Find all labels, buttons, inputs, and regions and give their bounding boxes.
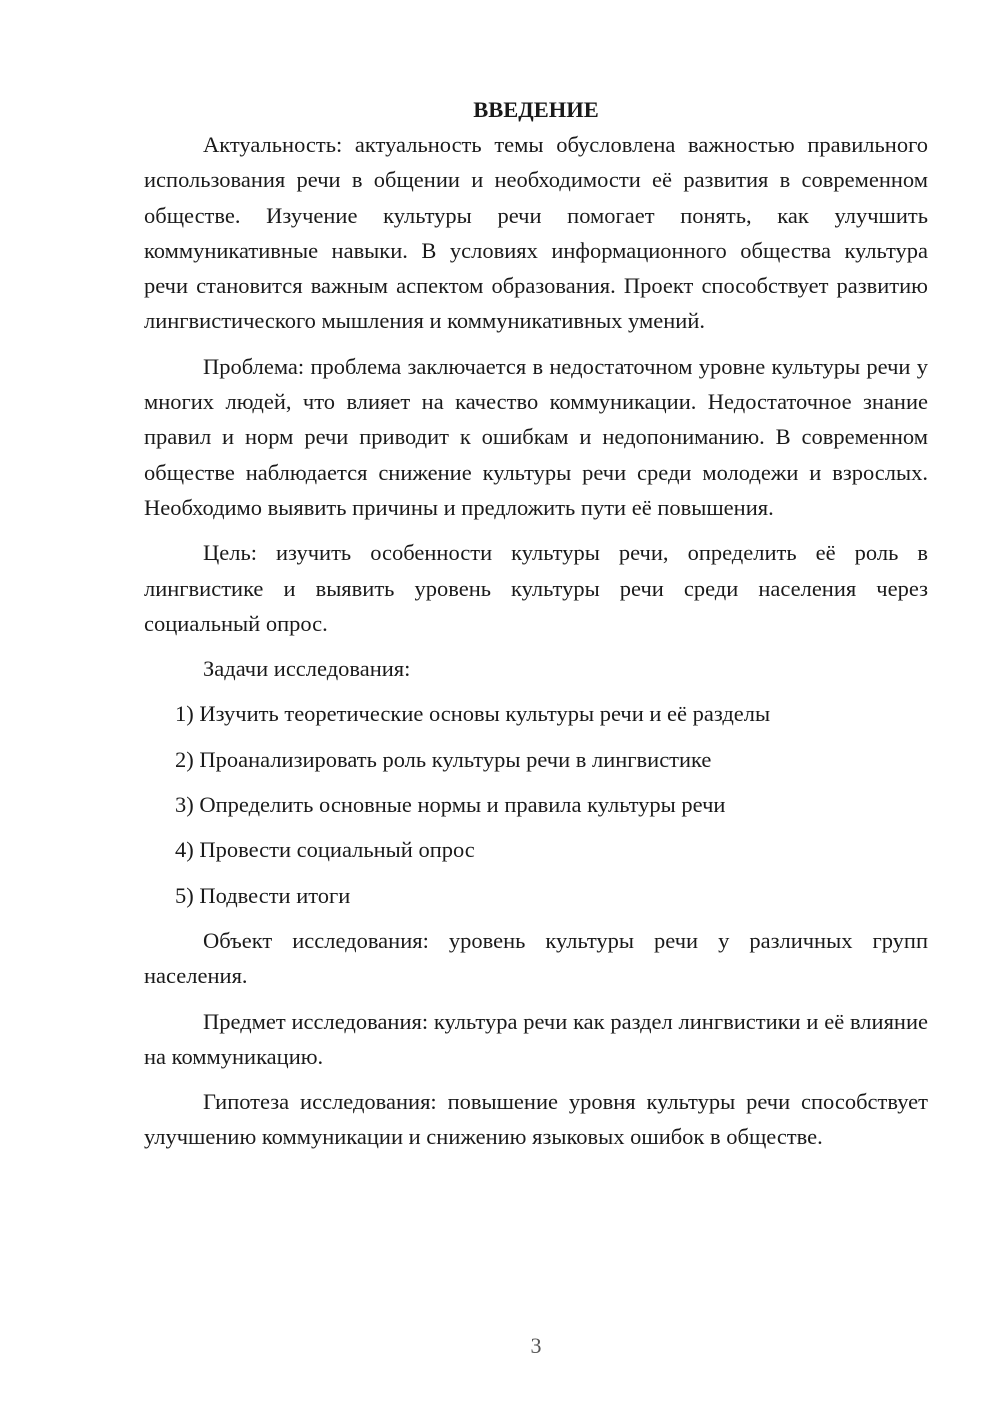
- list-item: 5) Подвести итоги: [175, 882, 351, 908]
- list-item: 1) Изучить теоретические основы культуры речи и её разделы: [175, 701, 771, 727]
- list-item: 4) Провести социальный опрос: [175, 837, 475, 863]
- paragraph-relevance: Актуальность: актуальность темы обусловлена важностью правильного использования речи в общении и необходимости её развития в современном обществе. Изучение культуры речи помогает понять, как улучшить коммуникативные навыки. В условиях информационного общества культура речи становится важным аспектом образования. Проект способствует развитию лингвистического мышления и коммуникативных умений.: [144, 132, 928, 334]
- paragraph-subject: Предмет исследования: культура речи как раздел лингвистики и её влияние на коммуникацию.: [144, 1008, 928, 1069]
- paragraph-problem: Проблема: проблема заключается в недостаточном уровне культуры речи у многих людей, что влияет на качество коммуникации. Недостаточное знание правил и норм речи приводит к ошибкам и недопониманию. В современном обществе наблюдается снижение культуры речи среди молодежи и взрослых. Необходимо выявить причины и предложить пути её повышения.: [144, 353, 928, 520]
- list-item: 3) Определить основные нормы и правила культуры речи: [175, 792, 726, 818]
- paragraph-object: Объект исследования: уровень культуры речи у различных групп населения.: [144, 927, 928, 989]
- tasks-list: [144, 696, 928, 912]
- tasks-heading: Задачи исследования:: [203, 656, 411, 682]
- section-title: ВВЕДЕНИЕ: [473, 97, 599, 122]
- page-content: [144, 92, 928, 1155]
- list-item: 2) Проанализировать роль культуры речи в лингвистике: [175, 746, 712, 772]
- paragraph-hypothesis: Гипотеза исследования: повышение уровня культуры речи способствует улучшению коммуникации и снижению языковых ошибок в обществе.: [144, 1089, 928, 1150]
- page-number: 3: [530, 1333, 542, 1358]
- paragraph-goal: Цель: изучить особенности культуры речи, определить её роль в лингвистике и выявить уровень культуры речи среди населения через социальный опрос.: [144, 540, 928, 636]
